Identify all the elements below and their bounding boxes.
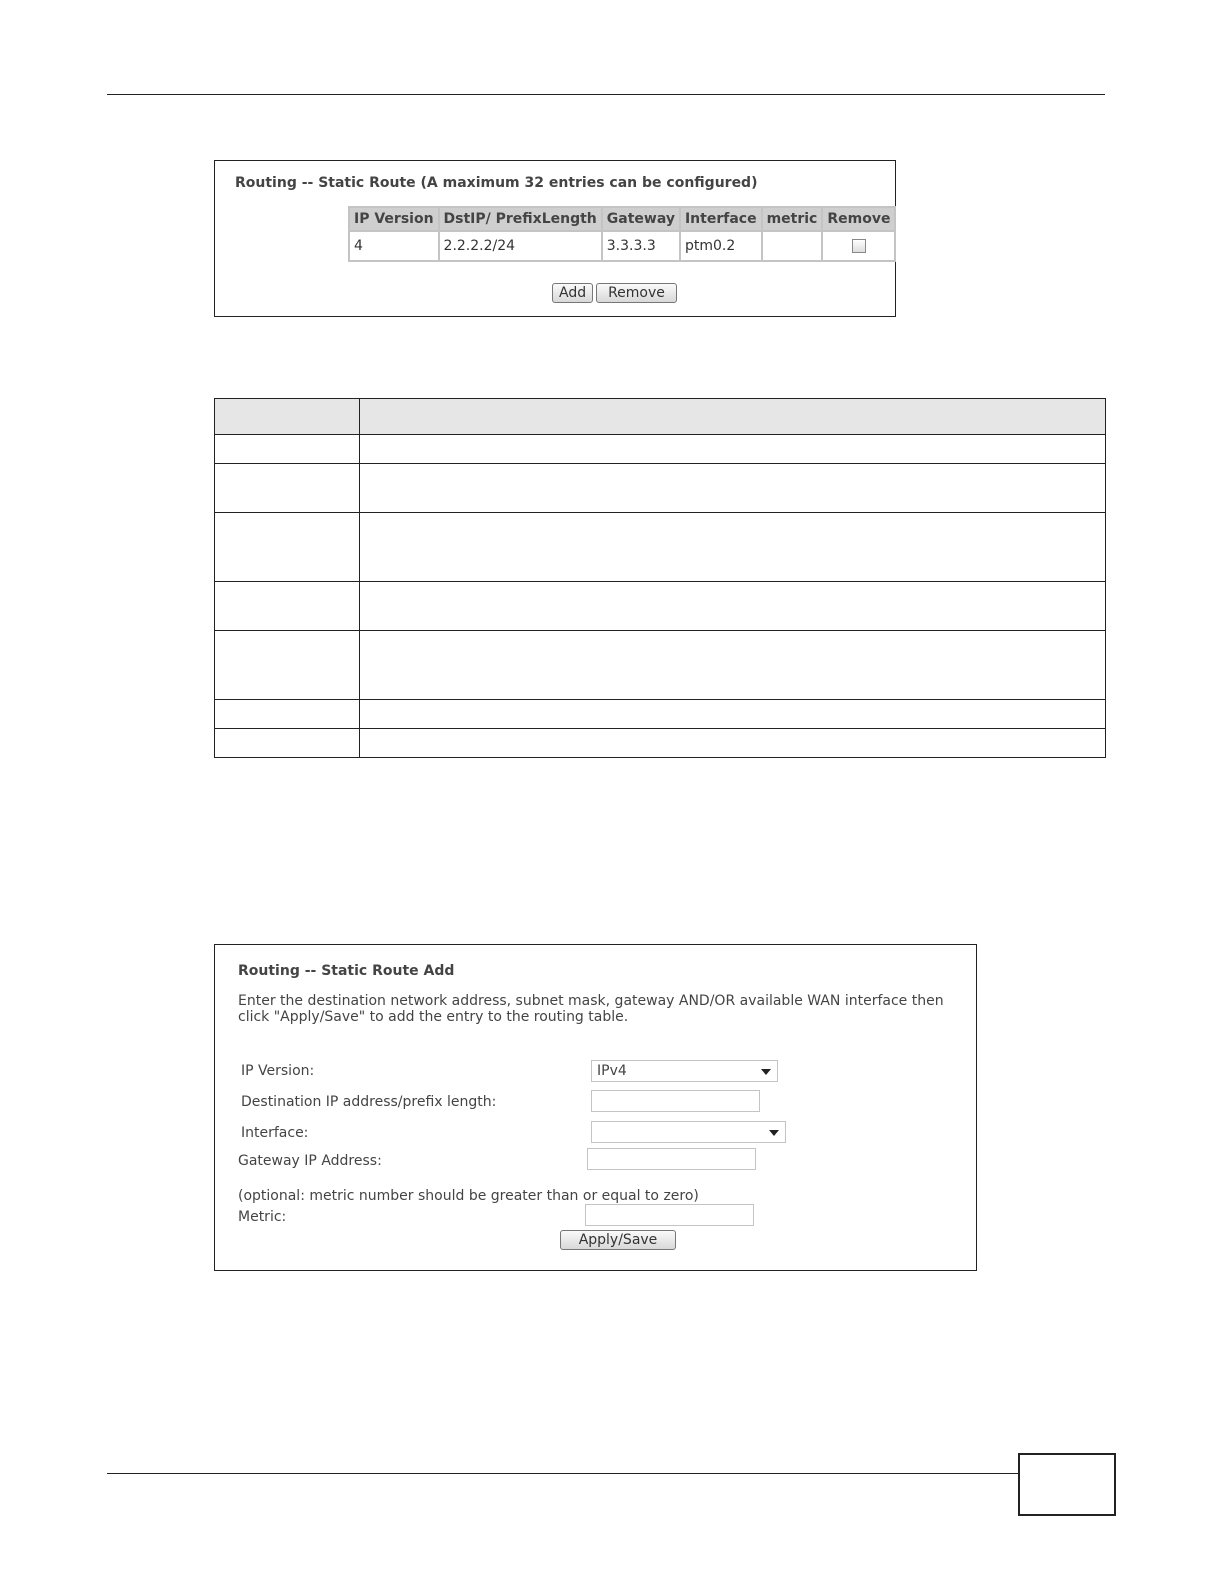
table-header-row: [349, 207, 895, 231]
desc-row: [215, 435, 1106, 464]
desc-cell: [360, 513, 1106, 582]
add-panel-intro: Enter the destination network address, subnet mask, gateway AND/OR available WAN interface then click "Apply/Save" to add the entry to the routing table.: [238, 993, 944, 1025]
remove-button[interactable]: Remove: [596, 283, 677, 303]
desc-row: [215, 631, 1106, 700]
desc-row: [215, 464, 1106, 513]
gateway-label: Gateway IP Address:: [238, 1153, 382, 1169]
table-row: [349, 231, 895, 261]
col-metric: metric: [762, 207, 823, 231]
static-route-panel: [214, 160, 896, 317]
desc-row: [215, 513, 1106, 582]
desc-row: [215, 729, 1106, 758]
desc-cell: [360, 700, 1106, 729]
header-rule: [107, 94, 1105, 95]
static-route-add-panel: [214, 944, 977, 1271]
ip-version-value: IPv4: [597, 1063, 627, 1079]
desc-cell: [360, 582, 1106, 631]
desc-cell: [215, 631, 360, 700]
col-interface: Interface: [680, 207, 762, 231]
dest-ip-input[interactable]: [591, 1090, 760, 1112]
dest-ip-label: Destination IP address/prefix length:: [241, 1094, 497, 1110]
interface-label: Interface:: [241, 1125, 309, 1141]
ip-version-select[interactable]: [591, 1060, 778, 1082]
metric-input[interactable]: [585, 1204, 754, 1226]
desc-header-row: [215, 399, 1106, 435]
cell-interface: ptm0.2: [680, 231, 762, 261]
page-number-box: [1018, 1453, 1116, 1516]
cell-metric: [762, 231, 823, 261]
chevron-down-icon: [761, 1069, 771, 1075]
desc-row: [215, 582, 1106, 631]
desc-cell: [360, 399, 1106, 435]
desc-cell: [215, 464, 360, 513]
desc-cell: [215, 435, 360, 464]
static-route-table: [348, 206, 896, 262]
metric-label: Metric:: [238, 1209, 287, 1225]
desc-cell: [360, 464, 1106, 513]
add-panel-title: Routing -- Static Route Add: [238, 963, 455, 979]
desc-cell: [360, 435, 1106, 464]
col-ip-version: IP Version: [349, 207, 439, 231]
static-route-title: Routing -- Static Route (A maximum 32 entries can be configured): [235, 175, 758, 191]
desc-cell: [215, 513, 360, 582]
field-description-table: [214, 398, 1106, 758]
cell-gateway: 3.3.3.3: [602, 231, 680, 261]
optional-note: (optional: metric number should be greater than or equal to zero): [238, 1188, 699, 1204]
chevron-down-icon: [769, 1130, 779, 1136]
apply-save-button[interactable]: Apply/Save: [560, 1230, 676, 1250]
desc-cell: [215, 729, 360, 758]
add-button[interactable]: Add: [552, 283, 593, 303]
interface-select[interactable]: [591, 1121, 786, 1143]
desc-cell: [360, 631, 1106, 700]
remove-checkbox[interactable]: [852, 239, 866, 253]
desc-cell: [215, 399, 360, 435]
col-dstip: DstIP/ PrefixLength: [439, 207, 602, 231]
ip-version-label: IP Version:: [241, 1063, 315, 1079]
desc-row: [215, 700, 1106, 729]
col-gateway: Gateway: [602, 207, 680, 231]
desc-cell: [215, 700, 360, 729]
desc-cell: [360, 729, 1106, 758]
cell-ip-version: 4: [349, 231, 439, 261]
cell-remove: [822, 231, 895, 261]
gateway-input[interactable]: [587, 1148, 756, 1170]
desc-cell: [215, 582, 360, 631]
col-remove: Remove: [822, 207, 895, 231]
footer-rule: [107, 1473, 1018, 1474]
cell-dstip: 2.2.2.2/24: [439, 231, 602, 261]
